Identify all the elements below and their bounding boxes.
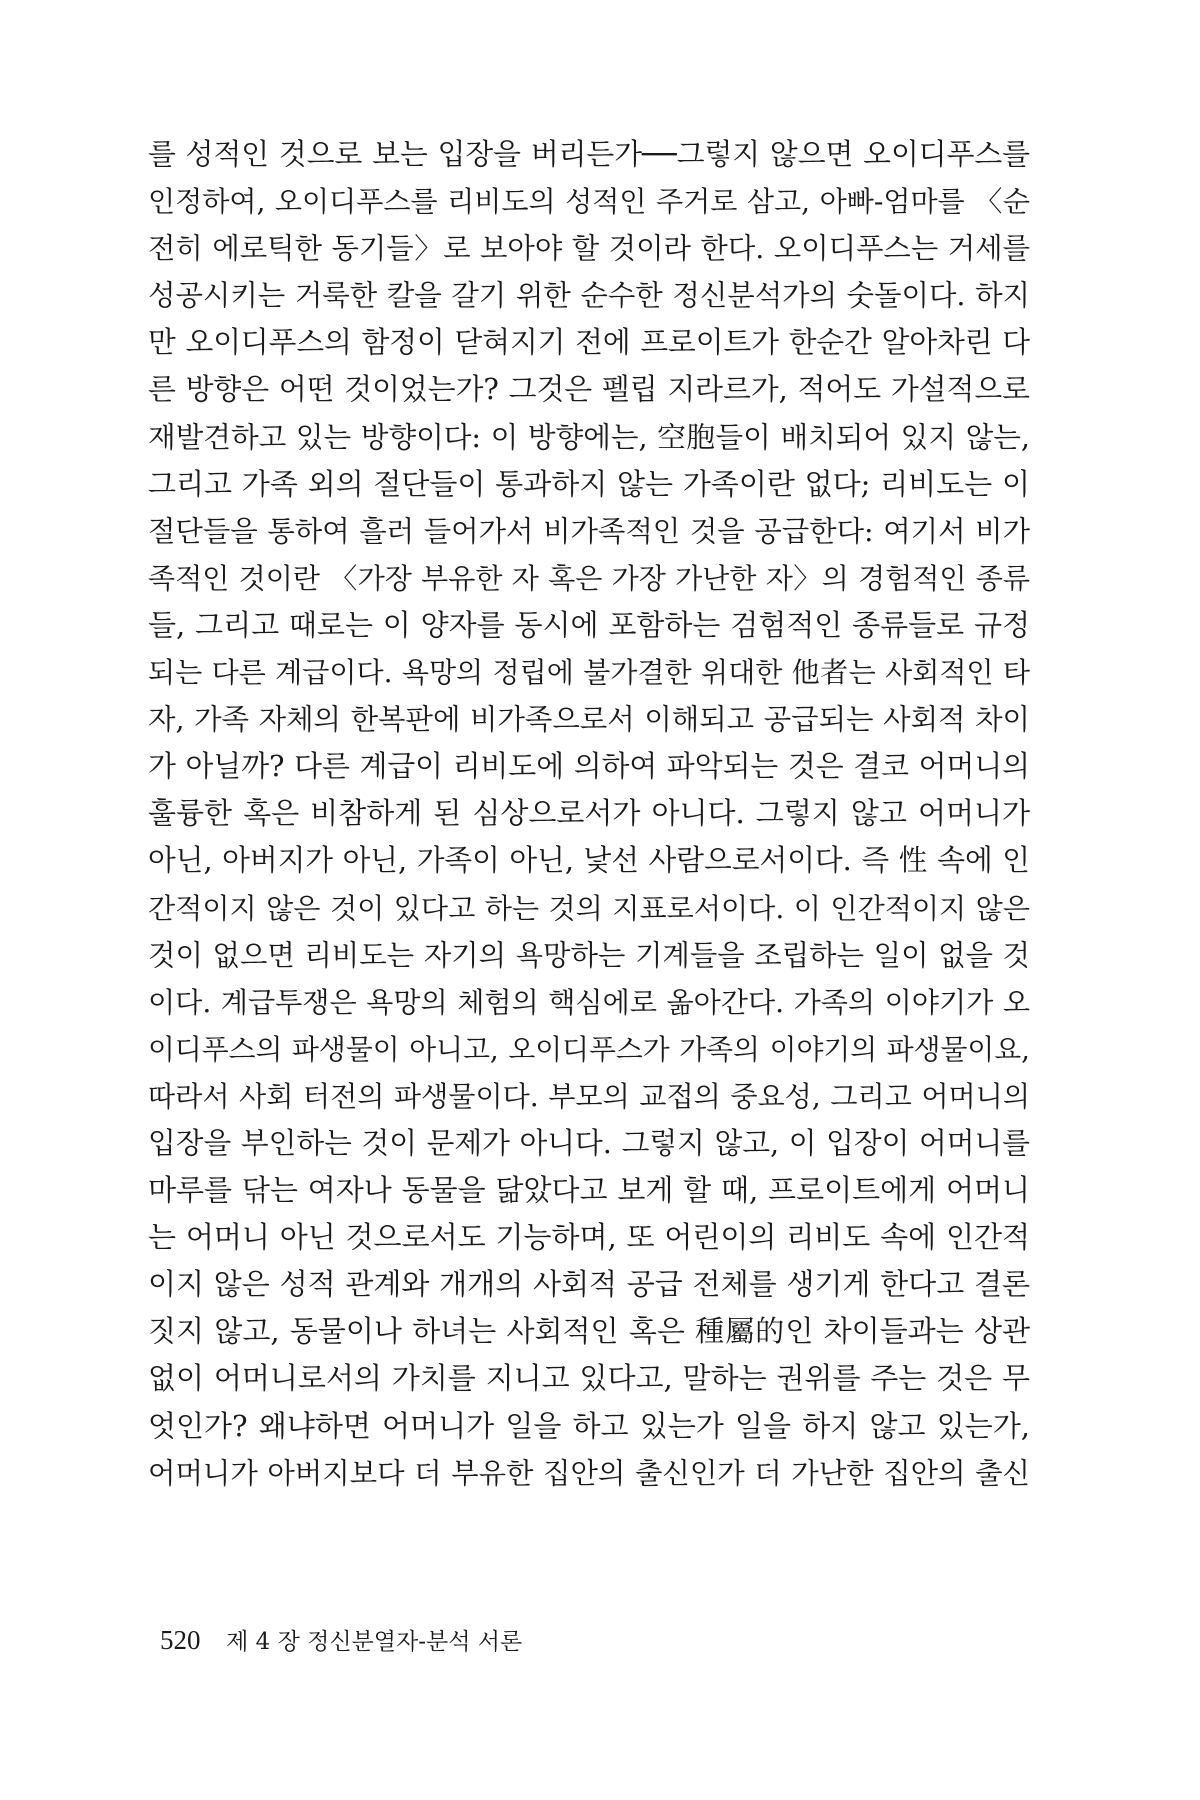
text-line: 것이 없으면 리비도는 자기의 욕망하는 기계들을 조립하는 일이 없을 것	[148, 938, 1030, 972]
text-line: 는 어머니 아닌 것으로서도 기능하며, 또 어린이의 리비도 속에 인간적	[148, 1220, 1030, 1255]
text-line: 훌륭한 혹은 비참하게 된 심상으로서가 아니다. 그렇지 않고 어머니가	[148, 796, 1030, 831]
text-line: 만 오이디푸스의 함정이 닫혀지기 전에 프로이트가 한순간 알아차린 다	[148, 325, 1030, 360]
text-line: 절단들을 통하여 흘러 들어가서 비가족적인 것을 공급한다: 여기서 비가	[148, 514, 1030, 548]
text-line: 인정하여, 오이디푸스를 리비도의 성적인 주거로 삼고, 아빠-엄마를 〈순	[148, 185, 1030, 219]
text-line: 마루를 닦는 여자나 동물을 닮았다고 보게 할 때, 프로이트에게 어머니	[148, 1173, 1030, 1208]
text-line: 전히 에로틱한 동기들〉로 보아야 할 것이라 한다. 오이디푸스는 거세를	[148, 232, 1030, 266]
page-number: 520	[160, 1625, 201, 1655]
text-line: 아닌, 아버지가 아닌, 가족이 아닌, 낯선 사람으로서이다. 즉 性 속에 인	[148, 843, 1030, 878]
text-line: 를 성적인 것으로 보는 입장을 버리든가──그렇지 않으면 오이디푸스를	[148, 137, 1030, 171]
text-line: 가 아닐까? 다른 계급이 리비도에 의하여 파악되는 것은 결코 어머니의	[148, 749, 1030, 784]
text-line: 자, 가족 자체의 한복판에 비가족으로서 이해되고 공급되는 사회적 차이	[148, 703, 1030, 737]
page-footer	[160, 1620, 522, 1660]
text-line: 들, 그리고 때로는 이 양자를 동시에 포함하는 검험적인 종류들로 규정	[148, 607, 1030, 642]
text-line: 이디푸스의 파생물이 아니고, 오이디푸스가 가족의 이야기의 파생물이요,	[148, 1032, 1030, 1066]
text-line: 른 방향은 어떤 것이었는가? 그것은 펠립 지라르가, 적어도 가설적으로	[148, 372, 1030, 407]
text-line: 그리고 가족 외의 절단들이 통과하지 않는 가족이란 없다; 리비도는 이	[148, 466, 1030, 501]
text-line: 되는 다른 계급이다. 욕망의 정립에 불가결한 위대한 他者는 사회적인 타	[148, 656, 1030, 690]
text-line: 성공시키는 거룩한 칼을 갈기 위한 순수한 정신분석가의 숫돌이다. 하지	[148, 279, 1030, 313]
text-line: 엇인가? 왜냐하면 어머니가 일을 하고 있는가 일을 하지 않고 있는가,	[148, 1408, 1030, 1443]
text-line: 간적이지 않은 것이 있다고 하는 것의 지표로서이다. 이 인간적이지 않은	[148, 891, 1030, 925]
text-line: 재발견하고 있는 방향이다: 이 방향에는, 空胞들이 배치되어 있지 않는,	[148, 419, 1030, 454]
text-line: 따라서 사회 터전의 파생물이다. 부모의 교접의 중요성, 그리고 어머니의	[148, 1079, 1030, 1113]
text-line: 이지 않은 성적 관계와 개개의 사회적 공급 전체를 생기게 한다고 결론	[148, 1267, 1030, 1302]
text-line: 어머니가 아버지보다 더 부유한 집안의 출신인가 더 가난한 집안의 출신	[148, 1456, 1030, 1490]
text-line: 입장을 부인하는 것이 문제가 아니다. 그렇지 않고, 이 입장이 어머니를	[148, 1125, 1030, 1160]
text-line: 족적인 것이란 〈가장 부유한 자 혹은 가장 가난한 자〉의 경험적인 종류	[148, 561, 1030, 595]
body-text	[148, 131, 1030, 1497]
text-line: 이다. 계급투쟁은 욕망의 체험의 핵심에로 옮아간다. 가족의 이야기가 오	[148, 985, 1030, 1019]
text-line: 짓지 않고, 동물이나 하녀는 사회적인 혹은 種屬的인 차이들과는 상관	[148, 1314, 1030, 1349]
text-line: 없이 어머니로서의 가치를 지니고 있다고, 말하는 권위를 주는 것은 무	[148, 1361, 1030, 1396]
running-head: 제 4 장 정신분열자-분석 서론	[226, 1629, 523, 1655]
